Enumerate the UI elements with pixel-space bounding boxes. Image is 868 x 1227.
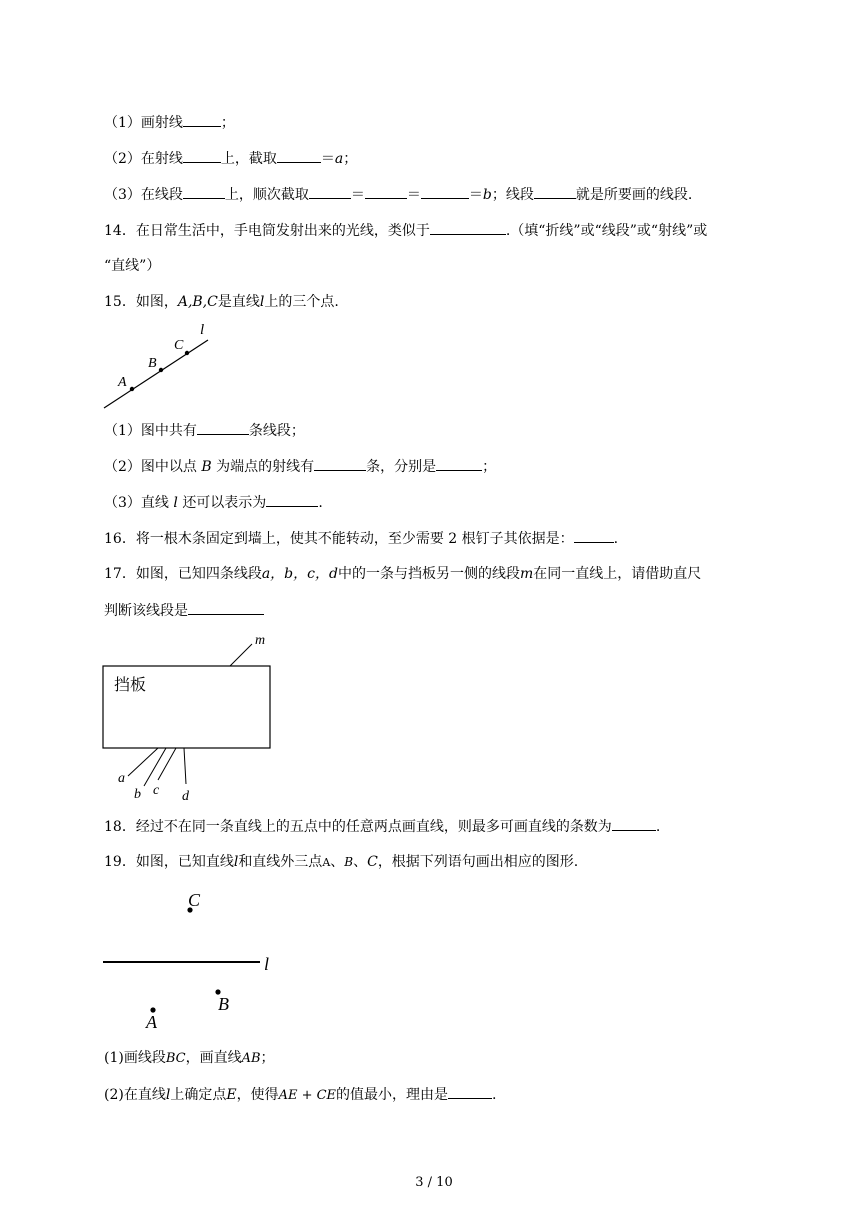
q13-step3 <box>104 184 692 205</box>
label-A: A <box>146 1012 157 1032</box>
q19-part2-text: (2)在直线 <box>104 1087 166 1103</box>
point-A <box>130 387 134 391</box>
q15-part3-text2: 还可以表示为 <box>182 495 267 511</box>
var-l: l <box>165 1087 171 1103</box>
label-C: C <box>188 890 201 910</box>
answer-blank[interactable] <box>188 600 264 615</box>
label-C: C <box>174 338 184 353</box>
q17-text3: 在同一直线上，请借助直尺 <box>533 566 702 582</box>
q15-part1-end: 条线段； <box>248 423 305 439</box>
q13-eq: ＝ <box>320 151 335 167</box>
q19-sep: 、 <box>353 854 368 870</box>
var-b: b <box>482 187 492 203</box>
label-A: A <box>118 375 127 390</box>
q15-part2-text2: 为端点的射线有 <box>216 459 315 475</box>
segment-c <box>158 748 176 780</box>
answer-blank[interactable] <box>314 456 366 471</box>
answer-blank[interactable] <box>266 492 318 507</box>
q15-part3-end: . <box>318 495 323 511</box>
q15-part1-text: （1）图中共有 <box>104 423 197 439</box>
q15-part2-end: ； <box>482 459 497 475</box>
q15-part1 <box>104 420 305 441</box>
q14-text3: “直线”） <box>104 258 161 274</box>
q17-line2 <box>104 600 264 621</box>
q15-part2 <box>104 456 496 477</box>
q15-part3-text: （3）直线 <box>104 495 169 511</box>
label-l: l <box>264 954 270 974</box>
var-l: l <box>233 854 239 870</box>
q19-sep: 、 <box>330 854 345 870</box>
point-C <box>185 351 189 355</box>
segment-b <box>144 748 166 786</box>
q13-eq: ＝ <box>406 187 421 203</box>
var-A: A <box>322 856 331 869</box>
q13-step1-end: ； <box>220 115 235 131</box>
q18-text: 18．经过不在同一条直线上的五点中的任意两点画直线，则最多可画直线的条数为 <box>104 819 612 835</box>
answer-blank[interactable] <box>430 220 506 235</box>
q17-figure <box>100 630 290 808</box>
label-B: B <box>148 356 157 371</box>
label-B: B <box>218 994 229 1014</box>
q16 <box>104 528 618 549</box>
board-label: 挡板 <box>114 675 147 694</box>
q19-part1 <box>104 1048 275 1069</box>
segment-d <box>184 748 186 784</box>
q19-part1-text: (1)画线段 <box>104 1050 166 1066</box>
answer-blank[interactable] <box>365 184 407 199</box>
label-d: d <box>182 789 189 804</box>
q13-step3-end: 就是所要画的线段. <box>575 187 693 203</box>
q15-points: A,B,C <box>177 294 218 310</box>
answer-blank[interactable] <box>309 184 351 199</box>
q14-line1 <box>104 220 707 241</box>
var-AB: AB <box>241 1051 261 1066</box>
q19-part2-end: . <box>492 1087 497 1103</box>
answer-blank[interactable] <box>183 112 221 127</box>
answer-blank[interactable] <box>277 148 321 163</box>
q16-text: 16．将一根木条固定到墙上，使其不能转动，至少需要 2 根钉子其依据是： <box>104 531 574 547</box>
q13-step1-text: （1）画射线 <box>104 115 183 131</box>
label-a: a <box>118 771 125 786</box>
answer-blank[interactable] <box>436 456 482 471</box>
q13-step3-text: （3）在线段 <box>104 187 183 203</box>
var-a: a <box>334 151 344 167</box>
q15-figure <box>100 318 220 414</box>
q17-text2: 中的一条与挡板另一侧的线段 <box>337 566 520 582</box>
q19-text: 19．如图，已知直线 <box>104 854 234 870</box>
q16-end: . <box>613 531 619 547</box>
q13-step2-text2: 上，截取 <box>220 151 277 167</box>
q19-text2: 和直线外三点 <box>238 854 323 870</box>
q15-text2: 是直线 <box>217 294 260 310</box>
answer-blank[interactable] <box>534 184 576 199</box>
q15-text3: 上的三个点. <box>264 294 339 310</box>
q13-eq: ＝ <box>350 187 365 203</box>
q13-step2-end: ； <box>343 151 358 167</box>
q13-eq: ＝ <box>468 187 483 203</box>
q18-end: . <box>655 819 661 835</box>
q19-figure <box>100 884 290 1034</box>
q13-step3-text2: 上，顺次截取 <box>224 187 309 203</box>
q17-text: 17．如图，已知四条线段 <box>104 566 262 582</box>
q13-step1 <box>104 112 235 133</box>
answer-blank[interactable] <box>183 148 221 163</box>
q14-line2 <box>104 256 160 276</box>
q18 <box>104 816 660 837</box>
expr-AE-CE: AE + CE <box>278 1088 337 1103</box>
var-l: l <box>259 294 265 310</box>
answer-blank[interactable] <box>183 184 225 199</box>
q13-step2-text: （2）在射线 <box>104 151 183 167</box>
segment-a <box>128 748 158 776</box>
q14-text: 14．在日常生活中，手电筒发射出来的光线，类似于 <box>104 223 430 239</box>
point-B <box>159 368 163 372</box>
q19-part2-text3: ，使得 <box>236 1087 279 1103</box>
segment-m <box>230 644 252 666</box>
q19-part2 <box>104 1084 497 1106</box>
q19-part1-end: ； <box>260 1050 275 1066</box>
q19-title <box>104 852 578 873</box>
label-c: c <box>153 783 160 798</box>
q19-part1-text2: ，画直线 <box>185 1050 242 1066</box>
var-BC: BC <box>165 1051 186 1066</box>
answer-blank[interactable] <box>197 420 249 435</box>
q14-text2: .（填“折线”或“线段”或“射线”或 <box>505 223 708 239</box>
var-B: B <box>344 855 354 869</box>
var-C: C <box>367 854 378 870</box>
q13-step2 <box>104 148 357 169</box>
answer-blank[interactable] <box>574 528 614 543</box>
page-number: 3 / 10 <box>415 1175 453 1190</box>
q17-line1 <box>104 564 701 584</box>
q17-vars: a，b，c，d <box>261 566 338 582</box>
q17-text4: 判断该线段是 <box>104 603 188 619</box>
q15-part2-text3: 条，分别是 <box>366 459 437 475</box>
var-B: B <box>201 459 212 475</box>
q19-text3: ，根据下列语句画出相应的图形. <box>377 854 579 870</box>
label-b: b <box>134 787 141 802</box>
label-m: m <box>255 633 266 648</box>
q13-step3-text3: ；线段 <box>491 187 534 203</box>
var-E: E <box>226 1087 237 1103</box>
q15-text: 15．如图， <box>104 294 178 310</box>
answer-blank[interactable] <box>448 1084 492 1099</box>
q15-title <box>104 292 339 312</box>
q15-part3 <box>104 492 323 513</box>
answer-blank[interactable] <box>421 184 469 199</box>
var-m: m <box>519 566 534 582</box>
q19-part2-text4: 的值最小，理由是 <box>336 1087 449 1103</box>
label-l: l <box>200 322 205 338</box>
q15-part2-text: （2）图中以点 <box>104 459 197 475</box>
answer-blank[interactable] <box>612 816 656 831</box>
line-l <box>104 340 208 408</box>
var-l: l <box>173 495 178 511</box>
q19-part2-text2: 上确定点 <box>170 1087 227 1103</box>
